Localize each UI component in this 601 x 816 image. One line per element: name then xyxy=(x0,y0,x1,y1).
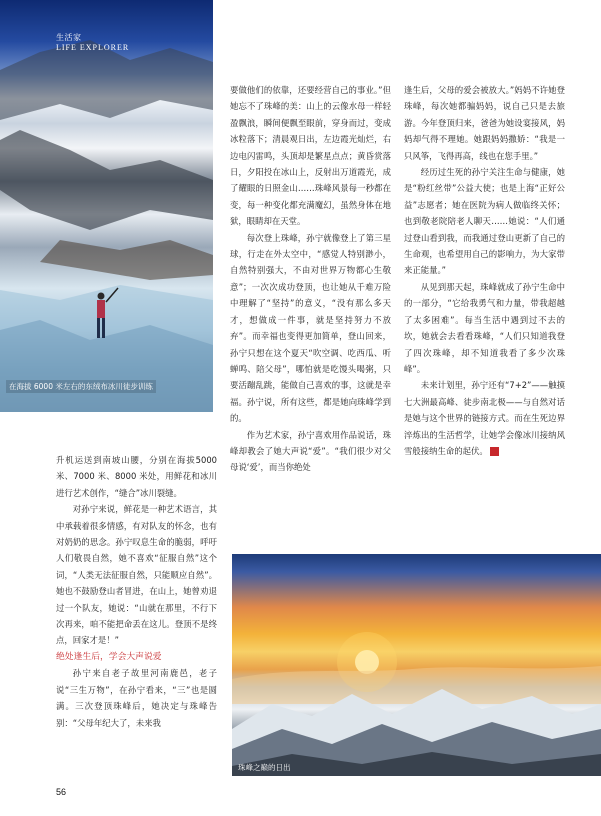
paragraph: 从见到那天起，珠峰就成了孙宁生命中的一部分，“它给我勇气和力量，带我超越了太多困难”。每当生活中遇到过不去的坎，她就会去看看珠峰，“人们只知道我登了四次珠峰，却不知道我看了多少次珠峰”。 xyxy=(404,281,565,374)
summit-sunrise-photo xyxy=(232,554,601,776)
bottom-photo-caption: 珠峰之巅的日出 xyxy=(238,763,291,772)
paragraph-text: 未来计划里，孙宁还有“7+2”——触摸七大洲最高峰、徒步南北极——与自然对话是她与这个世界的链接方式。而在生死边界淬炼出的生活哲学，让她学会像冰川接纳风雪般接纳生命的起伏。 xyxy=(404,380,565,456)
everest-glacier-photo xyxy=(0,0,213,412)
brand-en: LIFE EXPLORER xyxy=(56,43,130,52)
column-1 xyxy=(56,452,217,731)
paragraph: 孙宁来自老子故里河南鹿邑，老子说“三生万物”，在孙宁看来，“三”也是圆满。三次登顶珠峰后，她决定与珠峰告别：“父母年纪大了，未来我 xyxy=(56,668,217,728)
glacier-illustration xyxy=(0,0,213,412)
paragraph: 对孙宁来说，鲜花是一种艺术语言，其中承载着很多情感，有对队友的怀念，也有对奶奶的思念。孙宁叹息生命的脆弱，呼吁人们敬畏自然，她不喜欢“征服自然”这个词，“人类无法征服自然，只能顺应自然”。她也不鼓励登山者冒进，在山上，她曾劝退过一个队友，她说：“山就在那里，不行下次再来，咱不能把命丢在这儿。登顶不是终点，回家才是！” xyxy=(56,504,217,646)
end-mark-icon: ID xyxy=(490,447,499,456)
section-subhead: 绝处逢生后，学会大声说爱 xyxy=(56,651,162,662)
hiker-figure xyxy=(97,300,105,318)
paragraph: 要做他们的依靠，还要经营自己的事业。”但她忘不了珠峰的美：山上的云像水母一样轻盈飘浪，瞬间便飘至眼前，穿身而过，变成冰粒落下；清晨观日出，左边霞光灿烂，右边电闪雷鸣，头顶却是繁星点点；黄昏赏落日，夕阳投在冰山上，反射出万道霞光，成了耀眼的日照金山……珠峰风景每一秒都在变，每一种变化都充满魔幻，虽然身体在地狱，眼睛却在天堂。 xyxy=(230,85,391,227)
sunrise-illustration xyxy=(232,554,601,776)
paragraph: 逢生后，父母的爱会被放大。”妈妈不许她登珠峰，每次她都骗妈妈，说自己只是去旅游。今年登顶归来，爸爸为她设宴接风，妈妈却气得不理她。她跟妈妈撒娇：“我是一只风筝，飞得再高，线也在您手里。” xyxy=(404,85,565,161)
page-number: 56 xyxy=(56,787,67,797)
column-3 xyxy=(404,82,565,459)
paragraph: 经历过生死的孙宁关注生命与健康，她是“粉红丝带”公益大使；也是上海“正好公益”志愿者；她在医院为病人做临终关怀；也到敬老院陪老人聊天……她说：“人们通过登山看到我，而我通过登山更新了自己的生命观，也希望用自己的影响力，为大家带来正能量。” xyxy=(404,167,565,276)
top-photo-caption: 在海拔 6000 米左右的东绒布冰川徒步训练 xyxy=(6,380,156,393)
column-2 xyxy=(230,82,391,476)
brand-cn: 生活家 xyxy=(56,33,82,42)
paragraph: 升机运送到南坡山腰，分别在海拔5000 米、7000 米、8000 米处，用鲜花和冰川进行艺术创作，“缝合”冰川裂缝。 xyxy=(56,455,217,498)
magazine-section-brand xyxy=(56,33,129,53)
paragraph xyxy=(404,377,565,459)
paragraph: 作为艺术家，孙宁喜欢用作品说话，珠峰却教会了她大声说“爱”。“我们很少对父母说‘爱’，而当你绝处 xyxy=(230,429,391,473)
paragraph: 每次登上珠峰，孙宁就像登上了第三星球，行走在外太空中，“感觉人特别渺小，自然特别强大，不由对世界万物都心生敬意”；一次次成功登顶，也让她从千难万险中理解了“坚持”的意义，“没有那么多天才，想做成一件事，就是坚持努力不放弃”。而幸福也变得更加简单，登山回来，孙宁只想在这个夏天“吹空调、吃西瓜、听蝉鸣、陪父母”，哪怕就是吃馒头喝粥，只要活蹦乱跳，能做自己喜欢的事，这就是幸福。孙宁说，所有这些，都是她向珠峰学到的。 xyxy=(230,232,391,424)
